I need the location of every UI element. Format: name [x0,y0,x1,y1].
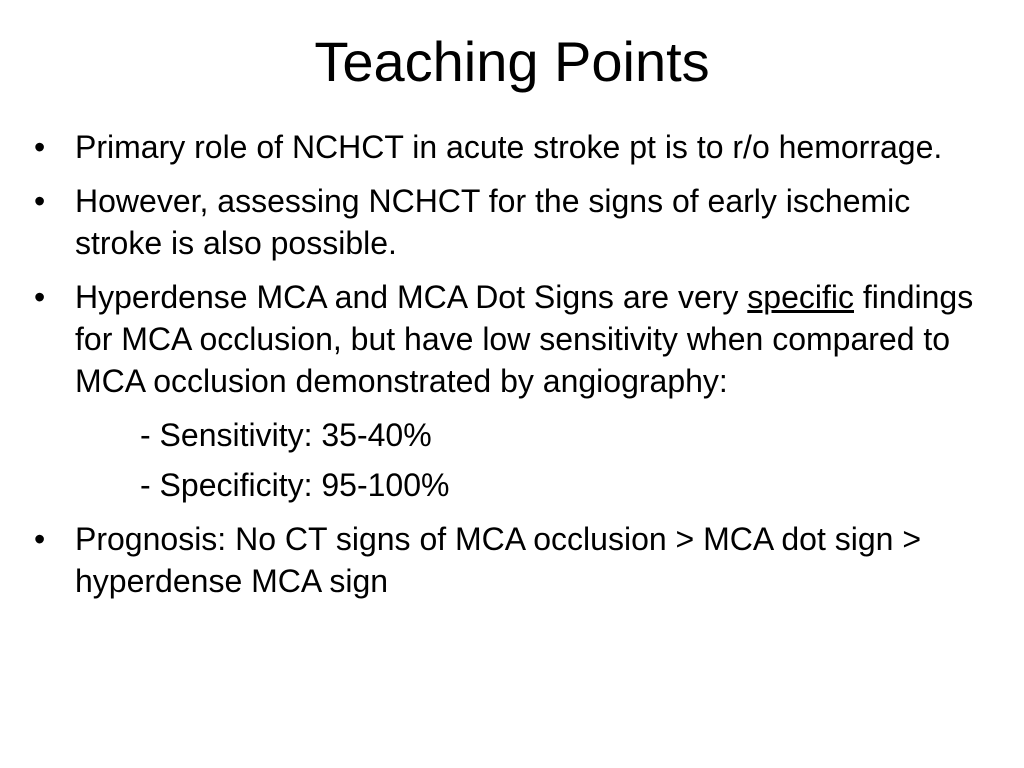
bullet-item [30,180,990,264]
bullet-item [30,518,990,602]
bullet-text [75,279,973,399]
bullet-text: However, assessing NCHCT for the signs of early ischemic stroke is also possible. [75,183,911,261]
bullet-text: Primary role of NCHCT in acute stroke pt is to r/o hemorrage. [75,129,943,165]
bullet-dot-icon: • [34,521,46,557]
bullet-text: Prognosis: No CT signs of MCA occlusion > MCA dot sign > hyperdense MCA sign [75,521,922,599]
bullet-dot-icon: • [34,279,46,315]
bullet-item [30,126,990,168]
sub-item-specificity: - Specificity: 95-100% [140,467,450,503]
bullet-text-start: Hyperdense MCA and MCA Dot Signs are very [75,279,748,315]
bullet-text-end: findings for MCA occlusion, but have low sensitivity when compared to MCA occlusion demonstrated by angiography: [75,279,974,399]
sub-item-sensitivity: - Sensitivity: 35-40% [140,417,432,453]
bullet-item [30,276,990,402]
slide-title: Teaching Points [314,30,710,93]
bullet-dot-icon: • [34,183,46,219]
underlined-word: specific [747,279,854,315]
slide-body [30,126,990,614]
bullet-dot-icon: • [34,129,46,165]
